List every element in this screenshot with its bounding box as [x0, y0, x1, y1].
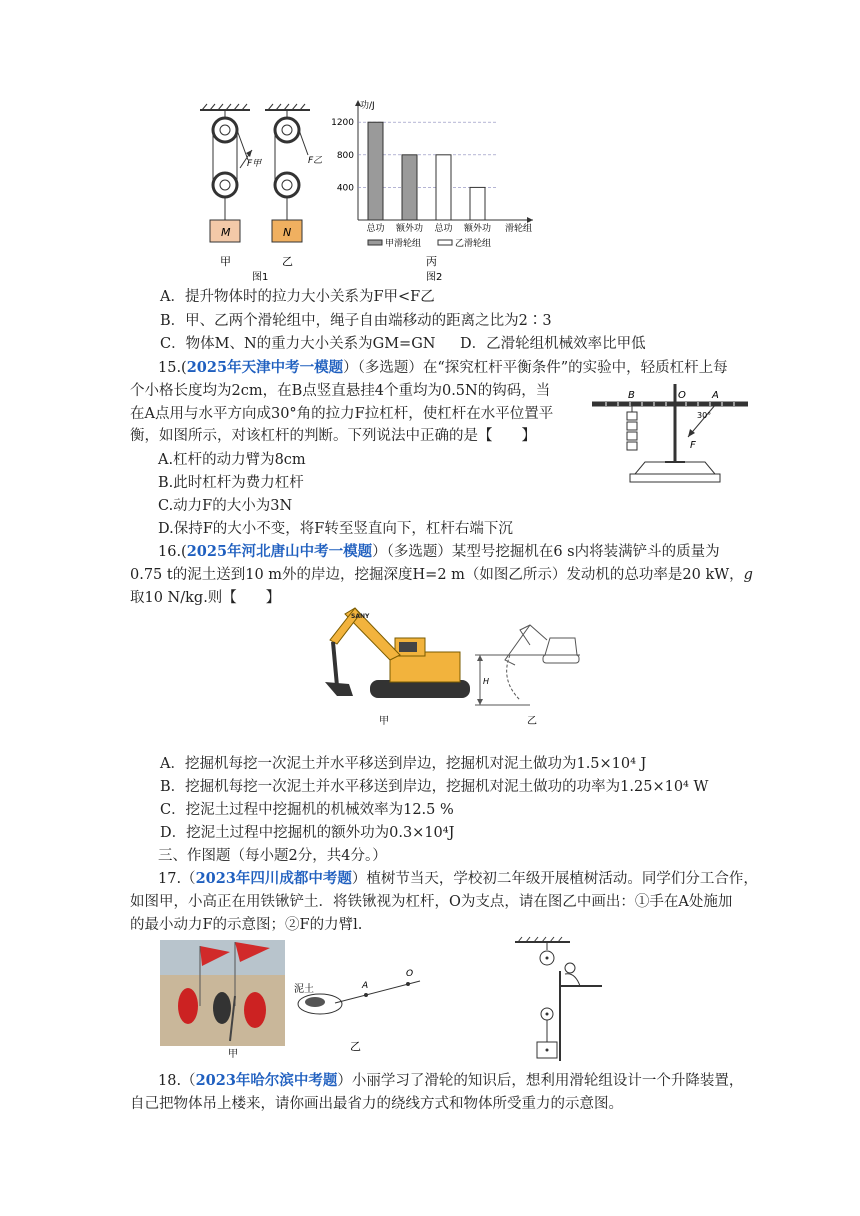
depth-H: H	[483, 677, 490, 686]
legend-label-0: 甲滑轮组	[385, 239, 422, 249]
lever-A: A	[712, 390, 719, 401]
q16-source: 2025年河北唐山中考一模题	[186, 543, 373, 560]
q18-line1: 18.（2023年哈尔滨中考题）小丽学习了滑轮的知识后，想利用滑轮组设计一个升降装置，	[158, 1072, 744, 1089]
yi-label: 乙	[282, 255, 293, 268]
x-tick-label: 额外功	[463, 224, 492, 234]
fig2-label: 图2	[426, 272, 443, 283]
bar-0-1	[402, 155, 417, 220]
q14-option-d: D．乙滑轮组机械效率比甲低	[460, 336, 646, 352]
q14-option-a: A．提升物体时的拉力大小关系为F甲<F乙	[160, 289, 435, 305]
q16-option-d: D．挖泥土过程中挖掘机的额外功为0.3×10⁴J	[160, 825, 455, 841]
q16-line2: 0.75 t的泥土送到10 m外的岸边，挖掘深度H=2 m（如图乙所示）发动机的总功率是20 kW，g	[130, 567, 753, 583]
q16-option-a: A．挖掘机每挖一次泥土并水平移送到岸边，挖掘机对泥土做功为1.5×10⁴ J	[160, 756, 647, 772]
q15-option-d: D.保持F的大小不变，将F转至竖直向下，杠杆右端下沉	[158, 521, 513, 537]
lever-B: B	[628, 390, 635, 401]
shovel-O: O	[406, 969, 414, 979]
y-tick-label: 800	[336, 150, 354, 161]
q17-line1: 17.（2023年四川成都中考题）植树节当天，学校初二年级开展植树活动。同学们分工合作，	[158, 870, 758, 887]
q14-option-b: B．甲、乙两个滑轮组中，绳子自由端移动的距离之比为2∶3	[160, 313, 552, 329]
x-axis-arrow	[527, 217, 533, 223]
excavator-yi: 乙	[527, 716, 537, 727]
mass-N-label: N	[283, 226, 292, 239]
soil-label: 泥土	[294, 984, 314, 995]
force-yi-label: F乙	[308, 156, 323, 166]
legend-swatch-1	[438, 240, 452, 245]
legend-label-1: 乙滑轮组	[455, 239, 492, 249]
lever-O: O	[678, 390, 686, 401]
q15-option-b: B.此时杠杆为费力杠杆	[158, 475, 304, 491]
excavator-figure	[315, 600, 585, 735]
bar-1-3	[470, 187, 485, 220]
photo-jia: 甲	[228, 1049, 238, 1060]
bar-0-0	[368, 122, 383, 220]
shovel-yi: 乙	[350, 1040, 361, 1053]
excavator-jia: 甲	[379, 716, 389, 727]
q15-source: 2025年天津中考一模题	[186, 359, 344, 376]
q18-source: 2023年哈尔滨中考题	[195, 1072, 338, 1089]
fig1-label: 图1	[252, 272, 269, 283]
q16-line1: 16.(2025年河北唐山中考一模题）（多选题）某型号挖掘机在6 s内将装满铲斗的质量为	[158, 543, 720, 560]
q15-line2: 个小格长度均为2cm，在B点竖直悬挂4个重均为0.5N的钩码，当	[130, 383, 551, 399]
q17-line3: 的最小动力F的示意图；②F的力臂l.	[130, 917, 363, 933]
q15-line4: 衡，如图所示，对该杠杆的判断。下列说法中正确的是【 】	[130, 428, 536, 444]
bar-1-2	[436, 155, 451, 220]
lever-figure	[590, 382, 750, 494]
section-3-heading: 三、作图题（每小题2分，共4分。）	[158, 848, 387, 864]
q17-figures	[160, 936, 610, 1061]
y-tick-label: 400	[336, 183, 354, 194]
bing-label: 丙	[426, 255, 437, 268]
lever-angle: 30°	[697, 411, 712, 420]
x-tick-label: 总功	[366, 224, 385, 234]
mass-M-label: M	[221, 226, 231, 239]
force-jia-label: F甲	[247, 159, 262, 169]
q16-option-b: B．挖掘机每挖一次泥土并水平移送到岸边，挖掘机对泥土做功的功率为1.25×10⁴ W	[160, 779, 709, 795]
q15-line3: 在A点用与水平方向成30°角的拉力F拉杠杆，使杠杆在水平位置平	[130, 406, 554, 422]
q18-line2: 自己把物体吊上楼来，请你画出最省力的绕线方式和物体所受重力的示意图。	[130, 1096, 623, 1112]
x-axis-label: 滑轮组	[505, 224, 533, 234]
shovel-A: A	[362, 981, 369, 991]
q16-line3: 取10 N/kg.则【 】	[130, 590, 281, 606]
y-tick-label: 1200	[331, 118, 354, 129]
q16-option-c: C．挖泥土过程中挖掘机的机械效率为12.5 %	[160, 802, 454, 818]
q17-source: 2023年四川成都中考题	[195, 870, 352, 887]
jia-label: 甲	[220, 255, 231, 268]
q15-option-a: A.杠杆的动力臂为8cm	[158, 452, 306, 468]
q15-option-c: C.动力F的大小为3N	[158, 498, 293, 514]
q17-line2: 如图甲，小高正在用铁锹铲土．将铁锹视为杠杆，O为支点，请在图乙中画出：①手在A处施加	[130, 894, 733, 910]
y-axis-label: 功/J	[360, 101, 375, 111]
lever-F: F	[690, 440, 696, 451]
q14-option-c: C．物体M、N的重力大小关系为GM=GN	[160, 336, 436, 352]
work-bar-chart	[331, 100, 533, 249]
pulley-figure	[190, 100, 550, 285]
x-tick-label: 额外功	[395, 224, 424, 234]
brand-label: SANY	[351, 613, 370, 620]
legend-swatch-0	[368, 240, 382, 245]
q15-line1: 15.(2025年天津中考一模题）（多选题）在“探究杠杆平衡条件”的实验中，轻质杠杆上每	[158, 359, 728, 376]
x-tick-label: 总功	[434, 224, 453, 234]
